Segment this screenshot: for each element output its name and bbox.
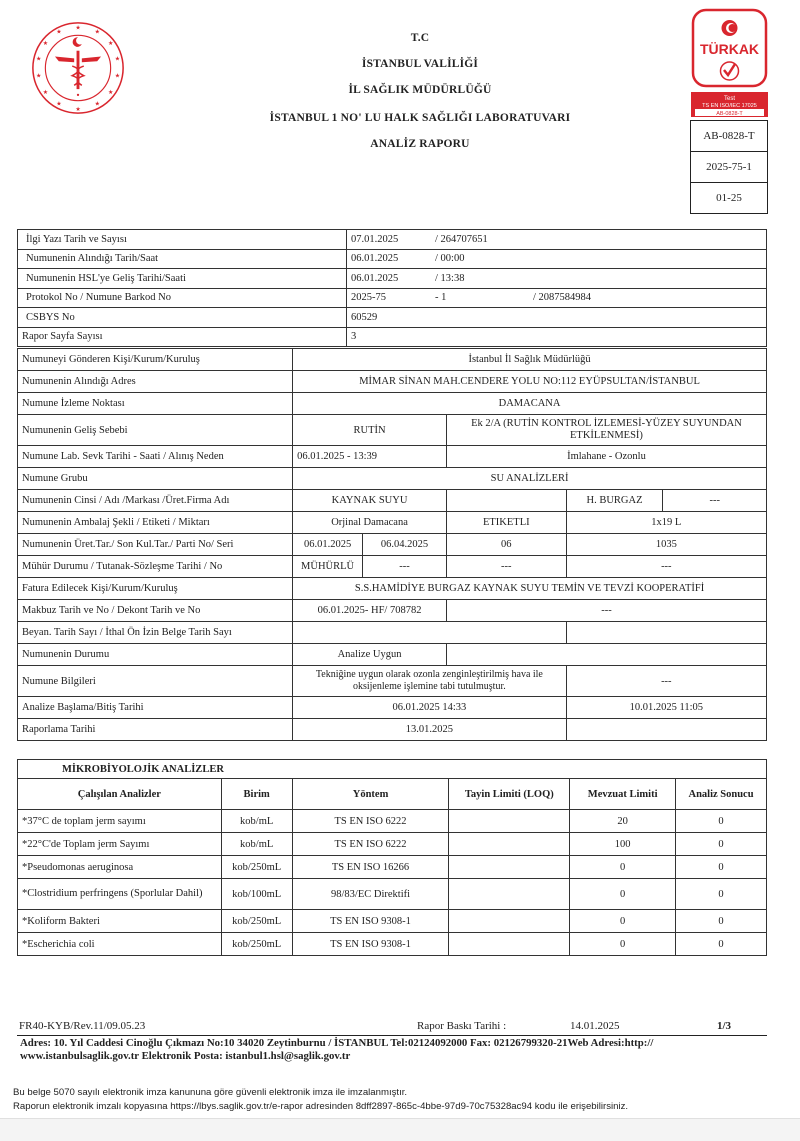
header-valilik: İSTANBUL VALİLİĞİ — [361, 58, 479, 70]
invoice-value: S.S.HAMİDİYE BURGAZ KAYNAK SUYU TEMİN VE TEVZİ KOOPERATİFİ — [293, 578, 767, 600]
row-label: Mühür Durumu / Tutanak-Sözleşme Tarihi / No — [18, 556, 293, 578]
row-value: 06.01.2025 / 00:00 — [347, 249, 767, 269]
report-date-empty — [566, 719, 766, 741]
table-row — [18, 856, 767, 879]
table-row — [18, 468, 767, 490]
row-label: Analize Başlama/Bitiş Tarihi — [18, 697, 293, 719]
analysis-method: TS EN ISO 6222 — [292, 833, 449, 856]
analysis-loq — [449, 833, 570, 856]
table-row — [18, 644, 767, 666]
address-line-1: Adres: 10. Yıl Caddesi Cinoğlu Çıkmazı No:10 34020 Zeytinburnu / İSTANBUL Tel:02124092000 Fax: 02126799320-21Web Adresi:http:// — [20, 1037, 654, 1049]
row-label: İlgi Yazı Tarih ve Sayısı — [18, 230, 347, 250]
label-value: ETIKETLI — [446, 512, 566, 534]
svg-text:★: ★ — [42, 89, 48, 96]
column-header: Tayin Limiti (LOQ) — [449, 779, 570, 810]
reference-info-table — [17, 229, 767, 347]
analysis-limit: 0 — [570, 933, 676, 956]
row-label: Numune Lab. Sevk Tarihi - Saati / Alınış Neden — [18, 446, 293, 468]
row-label: CSBYS No — [18, 308, 347, 328]
table-row — [18, 512, 767, 534]
footer-address — [20, 1037, 770, 1063]
address-value: MİMAR SİNAN MAH.CENDERE YOLU NO:112 EYÜPSULTAN/İSTANBUL — [293, 371, 767, 393]
analysis-loq — [449, 933, 570, 956]
analysis-name: *22°C'de Toplam jerm Sayımı — [18, 833, 222, 856]
print-date-label: Rapor Baskı Tarihi : — [417, 1020, 507, 1032]
column-header: Analiz Sonucu — [676, 779, 767, 810]
header-laboratory: İSTANBUL 1 NO' LU HALK SAĞLIĞI LABORATUVARI — [269, 112, 571, 124]
e-signature-line-2: Raporun elektronik imzalı kopyasına https://lbys.saglik.gov.tr/e-rapor adresinden 8dff2897-865c-4bbe-97d9-70c75328ac94 kodu ile erişebilirsiniz. — [13, 1101, 629, 1112]
row-label: Numune Grubu — [18, 468, 293, 490]
analysis-unit: kob/mL — [221, 833, 292, 856]
svg-text:★: ★ — [108, 89, 114, 96]
row-value: 3 — [347, 327, 767, 347]
ministry-seal-logo — [30, 20, 126, 116]
protocol-code: 2025-75-1 — [691, 152, 767, 183]
header-mudurluk: İL SAĞLIK MÜDÜRLÜĞÜ — [348, 84, 492, 96]
sample-info-value-2: --- — [566, 666, 766, 697]
svg-text:★: ★ — [42, 40, 48, 47]
column-header: Mevzuat Limiti — [570, 779, 676, 810]
row-label: Beyan. Tarih Sayı / İthal Ön İzin Belge Tarih Sayı — [18, 622, 293, 644]
row-label: Raporlama Tarihi — [18, 719, 293, 741]
analysis-method: 98/83/EC Direktifi — [292, 879, 449, 910]
table-row — [18, 249, 767, 269]
svg-text:★: ★ — [114, 56, 120, 63]
e-signature-line-1: Bu belge 5070 sayılı elektronik imza kanununa göre güvenli elektronik imza ile imzalanmıştır. — [13, 1087, 408, 1098]
table-row — [18, 230, 767, 250]
brand-value: H. BURGAZ — [566, 490, 663, 512]
svg-text:★: ★ — [75, 107, 81, 114]
analysis-method: TS EN ISO 9308-1 — [292, 933, 449, 956]
table-row — [18, 415, 767, 446]
table-row — [18, 556, 767, 578]
header-tc: T.C — [410, 32, 430, 44]
svg-text:★: ★ — [108, 40, 114, 47]
analysis-unit: kob/250mL — [221, 910, 292, 933]
declaration-value-2 — [566, 622, 766, 644]
table-row — [18, 534, 767, 556]
report-date-value: 13.01.2025 — [293, 719, 567, 741]
viewer-bottom-bar — [0, 1118, 800, 1141]
accreditation-code: AB-0828-T — [691, 121, 767, 152]
row-label: Numunenin Cinsi / Adı /Markası /Üret.Firma Adı — [18, 490, 293, 512]
table-row — [18, 879, 767, 910]
analysis-loq — [449, 910, 570, 933]
type-name-value — [446, 490, 566, 512]
table-row — [18, 933, 767, 956]
microbiology-table — [17, 759, 767, 956]
analysis-result: 0 — [676, 933, 767, 956]
seal-value-3: --- — [446, 556, 566, 578]
table-row — [18, 910, 767, 933]
analysis-name: *Pseudomonas aeruginosa — [18, 856, 222, 879]
analysis-method: TS EN ISO 16266 — [292, 856, 449, 879]
table-header-row — [18, 779, 767, 810]
column-header: Yöntem — [292, 779, 449, 810]
row-label: Protokol No / Numune Barkod No — [18, 288, 347, 308]
svg-text:★: ★ — [94, 29, 100, 36]
row-label: Makbuz Tarih ve No / Dekont Tarih ve No — [18, 600, 293, 622]
serial-value: 1035 — [566, 534, 766, 556]
turkak-brand-text: TÜRKAK — [699, 41, 760, 57]
row-label: Numunenin Durumu — [18, 644, 293, 666]
column-header: Çalışılan Analizler — [18, 779, 222, 810]
receipt-value-2: --- — [446, 600, 766, 622]
packaging-value: Orjinal Damacana — [293, 512, 447, 534]
svg-text:★: ★ — [75, 25, 81, 32]
svg-text:★: ★ — [36, 56, 42, 63]
analysis-unit: kob/mL — [221, 810, 292, 833]
analysis-unit: kob/250mL — [221, 933, 292, 956]
table-row — [18, 833, 767, 856]
svg-text:★: ★ — [56, 29, 62, 36]
row-label: Numunenin Alındığı Adres — [18, 371, 293, 393]
row-label: Numunenin HSL'ye Geliş Tarihi/Saati — [18, 269, 347, 289]
analysis-result: 0 — [676, 810, 767, 833]
sender-value: İstanbul İl Sağlık Müdürlüğü — [293, 349, 767, 371]
ship-date-value: 06.01.2025 - 13:39 — [293, 446, 447, 468]
expiry-date-value: 06.04.2025 — [363, 534, 447, 556]
section-title: MİKROBİYOLOJİK ANALİZLER — [18, 760, 767, 779]
table-row — [18, 288, 767, 308]
svg-text:★: ★ — [94, 101, 100, 108]
turkak-accreditation-logo — [691, 8, 768, 117]
svg-text:★: ★ — [36, 73, 42, 80]
table-row — [18, 327, 767, 347]
row-label: Numune Bilgileri — [18, 666, 293, 697]
analysis-loq — [449, 810, 570, 833]
status-value-2 — [446, 644, 766, 666]
sample-info-value: Tekniğine uygun olarak ozonla zenginleştirilmiş hava ile oksijenleme işlemine tabi tutulmuştur. — [293, 666, 567, 697]
analysis-end-value: 10.01.2025 11:05 — [566, 697, 766, 719]
monitoring-point-value: DAMACANA — [293, 393, 767, 415]
type-value: KAYNAK SUYU — [293, 490, 447, 512]
declaration-value — [293, 622, 567, 644]
row-value: 2025-75 - 1 / 2087584984 — [347, 288, 767, 308]
analysis-name: *Escherichia coli — [18, 933, 222, 956]
analysis-unit: kob/250mL — [221, 856, 292, 879]
analysis-limit: 20 — [570, 810, 676, 833]
analysis-result: 0 — [676, 856, 767, 879]
batch-value: 06 — [446, 534, 566, 556]
address-line-2: www.istanbulsaglik.gov.tr Elektronik Posta: istanbul1.hsl@saglik.gov.tr — [20, 1050, 351, 1062]
analysis-loq — [449, 856, 570, 879]
row-label: Numunenin Ambalaj Şekli / Etiketi / Miktarı — [18, 512, 293, 534]
analysis-start-value: 06.01.2025 14:33 — [293, 697, 567, 719]
analysis-limit: 100 — [570, 833, 676, 856]
row-value: 06.01.2025 / 13:38 — [347, 269, 767, 289]
table-row — [18, 371, 767, 393]
analysis-limit: 0 — [570, 879, 676, 910]
e-signature-notice — [13, 1086, 628, 1114]
analysis-limit: 0 — [570, 856, 676, 879]
row-label: Numunenin Üret.Tar./ Son Kul.Tar./ Parti No/ Seri — [18, 534, 293, 556]
turkak-line3: AB-0828-T — [716, 111, 743, 117]
column-header: Birim — [221, 779, 292, 810]
page-number: 1/3 — [717, 1020, 732, 1032]
row-value: 07.01.2025 / 264707651 — [347, 230, 767, 250]
table-row — [18, 622, 767, 644]
table-row — [18, 308, 767, 328]
analysis-method: TS EN ISO 6222 — [292, 810, 449, 833]
analysis-result: 0 — [676, 879, 767, 910]
reason-value: RUTİN — [293, 415, 447, 446]
table-row — [18, 719, 767, 741]
row-label: Fatura Edilecek Kişi/Kurum/Kuruluş — [18, 578, 293, 600]
analysis-name: *Koliform Bakteri — [18, 910, 222, 933]
table-row — [18, 269, 767, 289]
receipt-value: 06.01.2025- HF/ 708782 — [293, 600, 447, 622]
analysis-loq — [449, 879, 570, 910]
row-label: Rapor Sayfa Sayısı — [18, 327, 347, 347]
table-row — [18, 697, 767, 719]
form-code: FR40-KYB/Rev.11/09.05.23 — [19, 1020, 146, 1032]
turkak-line1: Test — [723, 96, 736, 102]
row-value: 60529 — [347, 308, 767, 328]
row-label: Numuneyi Gönderen Kişi/Kurum/Kuruluş — [18, 349, 293, 371]
accreditation-code-box — [690, 120, 768, 214]
amount-value: 1x19 L — [566, 512, 766, 534]
table-row — [18, 446, 767, 468]
seal-value-4: --- — [566, 556, 766, 578]
revision-code: 01-25 — [716, 192, 742, 204]
table-row — [18, 490, 767, 512]
analysis-limit: 0 — [570, 910, 676, 933]
ship-reason-value: İmlahane - Ozonlu — [446, 446, 766, 468]
header-report-title: ANALİZ RAPORU — [370, 138, 470, 150]
seal-value-2: --- — [363, 556, 447, 578]
table-row — [18, 666, 767, 697]
analysis-name: *Clostridium perfringens (Sporlular Dahil) — [18, 879, 222, 910]
group-value: SU ANALİZLERİ — [293, 468, 767, 490]
seal-status-value: MÜHÜRLÜ — [293, 556, 363, 578]
analysis-result: 0 — [676, 910, 767, 933]
table-row — [18, 578, 767, 600]
status-value: Analize Uygun — [293, 644, 447, 666]
footer-divider — [17, 1035, 767, 1036]
production-date-value: 06.01.2025 — [293, 534, 363, 556]
table-row — [18, 810, 767, 833]
analysis-name: *37°C de toplam jerm sayımı — [18, 810, 222, 833]
firm-value: --- — [663, 490, 767, 512]
table-row — [18, 600, 767, 622]
reason-detail-value: Ek 2/A (RUTİN KONTROL İZLEMESİ-YÜZEY SUYUNDAN ETKİLENMESİ) — [446, 415, 766, 446]
turkak-line2: TS EN ISO/IEC 17025 — [702, 103, 757, 109]
svg-text:★: ★ — [56, 101, 62, 108]
svg-text:★: ★ — [114, 73, 120, 80]
sample-details-table — [17, 348, 767, 741]
analysis-unit: kob/100mL — [221, 879, 292, 910]
print-date: 14.01.2025 — [570, 1020, 620, 1032]
row-label: Numune İzleme Noktası — [18, 393, 293, 415]
row-label: Numunenin Alındığı Tarih/Saat — [18, 249, 347, 269]
row-label: Numunenin Geliş Sebebi — [18, 415, 293, 446]
table-row — [18, 393, 767, 415]
table-row — [18, 349, 767, 371]
analysis-method: TS EN ISO 9308-1 — [292, 910, 449, 933]
analysis-result: 0 — [676, 833, 767, 856]
